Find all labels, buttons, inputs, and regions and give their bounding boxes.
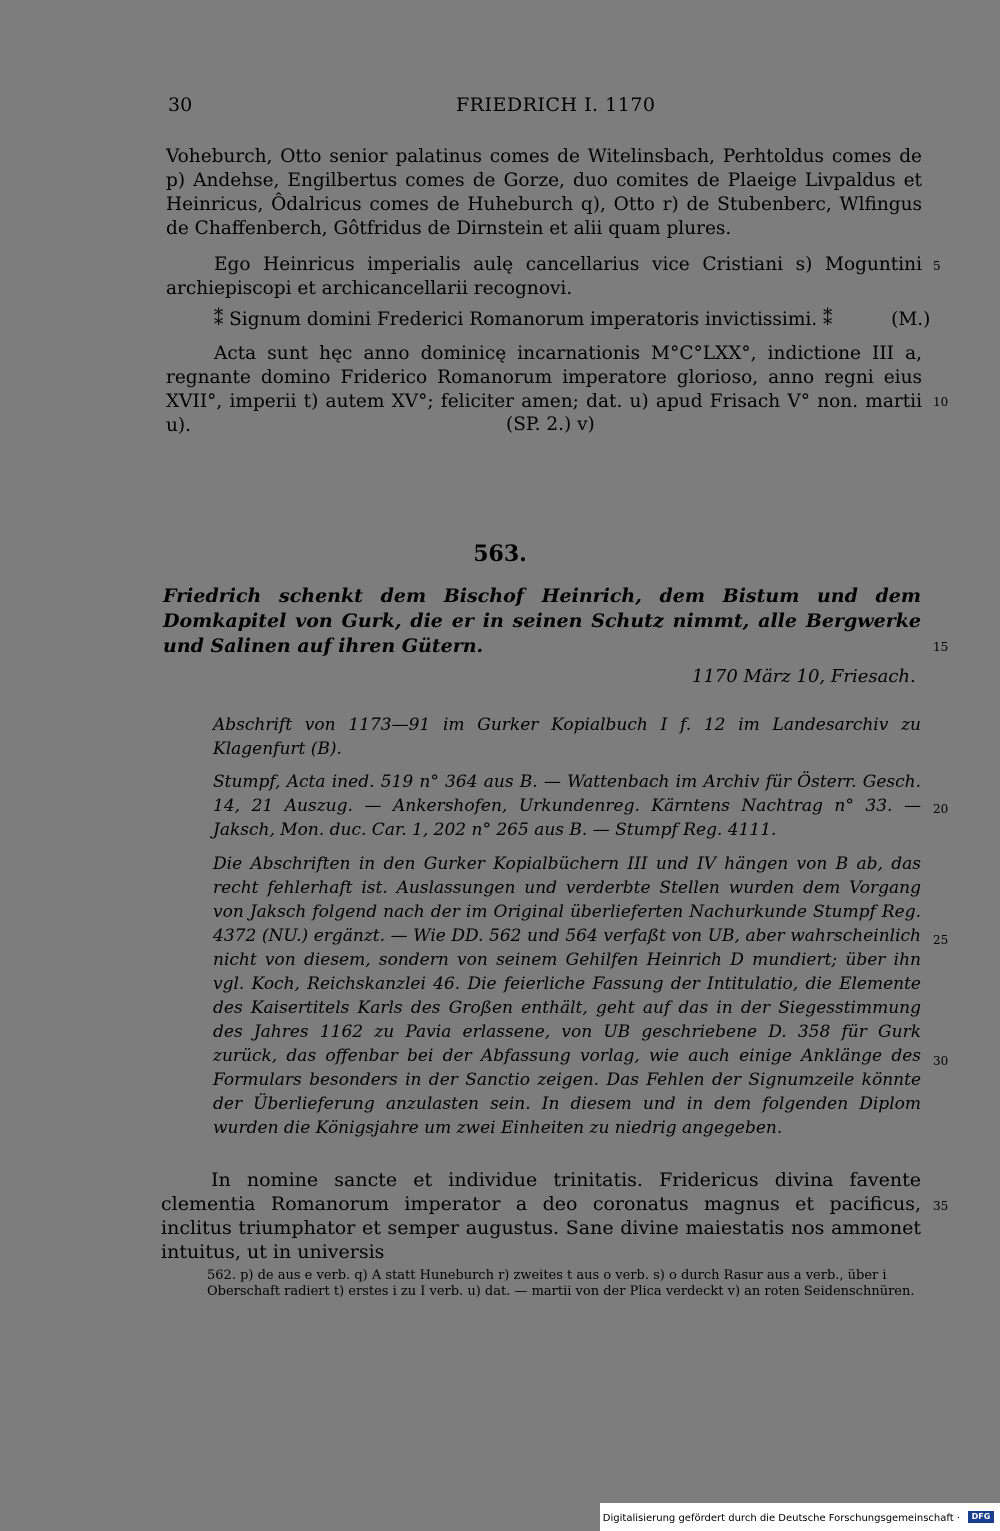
literature-note: Stumpf, Acta ined. 519 n° 364 aus B. — Wattenbach im Archiv für Österr. Gesch. 14, 21 Auszug. — Ankershofen, Urkundenreg. Kärntens Nachtrag n° 33. — Jaksch, Mon. duc. Car. 1, 202 n° 265 aus B. — Stumpf Reg. 4111. xyxy=(213,772,921,840)
line-number: 15 xyxy=(933,640,949,654)
line-number: 30 xyxy=(933,1054,949,1068)
dating-clause: Acta sunt hęc anno dominicę incarnationis M°C°LXX°, indictione III a, regnante domino Friderico Romanorum imperatore glorioso, anno regni eius XVII°, imperii t) autem XV°; feliciter amen; dat. u) apud Frisach V° non. martii u). xyxy=(166,343,922,436)
digitization-credit-bar xyxy=(600,1503,1000,1531)
line-number: 20 xyxy=(933,802,949,816)
signum-line: ⁑ Signum domini Frederici Romanorum imperatoris invictissimi. ⁑ (M.) xyxy=(214,309,931,330)
running-title: FRIEDRICH I. 1170 xyxy=(456,94,656,116)
charter-text: In nomine sancte et individue trinitatis. Fridericus divina favente clementia Romanorum imperator a deo coronatus magnus et pacificus, inclitus triumphator et semper augustus. Sane divine maiestatis nos ammonet intuitus, ut in universis xyxy=(161,1169,921,1263)
line-number: 10 xyxy=(933,395,949,409)
witness-list: Voheburch, Otto senior palatinus comes de Witelinsbach, Perhtoldus comes de p) Andehse, Engilbertus comes de Gorze, duo comites de Plaeige Livpaldus et Heinricus, Ôdalricus comes de Huheburch q), Otto r) de Stubenberc, Wlfingus de Chaffenberch, Gôtfridus de Dirnstein et alii quam plures. xyxy=(166,146,922,239)
recognition-line: Ego Heinricus imperialis aulę cancellarius vice Cristiani s) Moguntini archiepiscopi et archicancellarii recognovi. xyxy=(166,254,922,299)
line-number: 25 xyxy=(933,933,949,947)
commentary-note: Die Abschriften in den Gurker Kopialbüchern III und IV hängen von B ab, das recht fehlerhaft ist. Auslassungen und verderbte Stellen wurden dem Vorgang von Jaksch folgend nach der im Original überlieferten Nachurkunde Stumpf Reg. 4372 (NU.) ergänzt. — Wie DD. 562 und 564 verfaßt von UB, aber wahrscheinlich nicht von diesem, sondern von seinem Gehilfen Heinrich D mundiert; über ihn vgl. Koch, Reichskanzlei 46. Die feierliche Fassung der Intitulatio, die Elemente des Kaisertitels Karls des Großen enthält, geht auf das in der Siegesstimmung des Jahres 1162 zu Pavia erlassene, von UB geschriebene D. 358 für Gurk zurück, das offenbar bei der Abfassung vorlag, wie auch einige Anklänge des Formulars besonders in der Sanctio zeigen. Das Fehlen der Signumzeile könnte der Überlieferung anzulasten sein. In diesem und in dem folgenden Diplom wurden die Königsjahre um zwei Einheiten zu niedrig angegeben. xyxy=(213,854,921,1138)
tradition-note: Abschrift von 1173—91 im Gurker Kopialbuch I f. 12 im Landesarchiv zu Klagenfurt (B). xyxy=(213,715,921,759)
credit-text: Digitalisierung gefördert durch die Deutsche Forschungsgemeinschaft · xyxy=(602,1513,960,1524)
footnotes: 562. p) de aus e verb. q) A statt Huneburch r) zweites t aus o verb. s) o durch Rasur aus a verb., über i Oberschaft radiert t) erstes i zu I verb. u) dat. — martii von der Plica verdeckt v) an roten Seidenschnüren. xyxy=(207,1268,915,1299)
dfg-logo-icon: DFG xyxy=(968,1511,994,1523)
line-number: 35 xyxy=(933,1199,949,1213)
document-number: 563. xyxy=(473,541,527,567)
date-place: 1170 März 10, Friesach. xyxy=(692,666,916,687)
page-number: 30 xyxy=(168,94,193,116)
regest-summary: Friedrich schenkt dem Bischof Heinrich, dem Bistum und dem Domkapitel von Gurk, die er in seinen Schutz nimmt, alle Bergwerke und Salinen auf ihren Gütern. xyxy=(163,585,921,657)
line-number: 5 xyxy=(933,259,941,273)
seal-note: (SP. 2.) v) xyxy=(506,414,595,435)
